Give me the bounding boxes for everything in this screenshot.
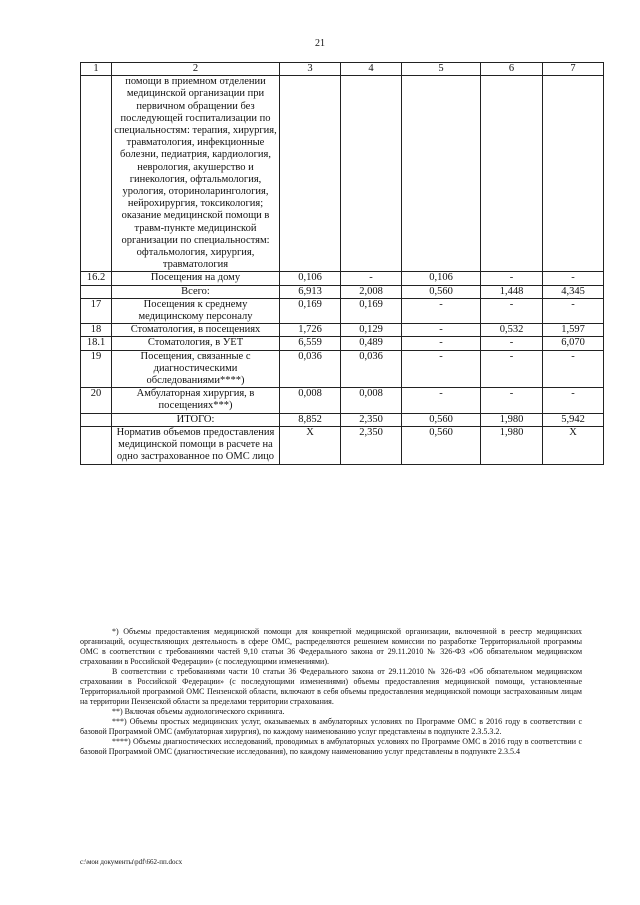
row-value: - [481, 337, 543, 350]
footnote: ***) Объемы простых медицинских услуг, оказываемых в амбулаторных условиях по Программе ОМС в 2016 году в соответствии с базовой Программой ОМС (амбулаторная хирургия), по каждому наименованию услуг представлены в подпункте 2.3.5.3.2. [80, 717, 582, 736]
row-value: 0,036 [341, 350, 402, 388]
row-value: - [543, 298, 604, 323]
footnote: *) Объемы предоставления медицинской помощи для конкретной медицинской организации, включенной в реестр медицинских организаций, осуществляющих деятельность в сфере ОМС, распределяются решением комиссии по разработке Территориальной программы ОМС в соответствии с требованиями частей 9,10 статьи 36 Федерального закона от 29.11.2010 № 326-ФЗ «Об обязательном медицинском страховании в Российской Федерации» (с последующими изменениями). [80, 627, 582, 666]
row-name: Стоматология, в УЕТ [112, 337, 280, 350]
row-value: - [402, 350, 481, 388]
row-value: 0,106 [402, 272, 481, 285]
row-value: 1,448 [481, 285, 543, 298]
row-name: ИТОГО: [112, 413, 280, 426]
volumes-table [80, 62, 604, 465]
page-number: 21 [315, 38, 325, 49]
row-value: X [543, 426, 604, 464]
table-row [81, 426, 604, 464]
row-value: 1,726 [280, 324, 341, 337]
row-value: - [481, 298, 543, 323]
table-row [81, 298, 604, 323]
row-value: - [341, 272, 402, 285]
row-value: - [543, 272, 604, 285]
row-number: 20 [81, 388, 112, 413]
row-value: 0,532 [481, 324, 543, 337]
row-value: 0,169 [280, 298, 341, 323]
row-value: 0,560 [402, 413, 481, 426]
table-row [81, 285, 604, 298]
row-number: 18.1 [81, 337, 112, 350]
row-value: 4,345 [543, 285, 604, 298]
header-cell-2: 2 [112, 63, 280, 76]
row-value: - [402, 337, 481, 350]
table-row [81, 388, 604, 413]
row-value: 2,350 [341, 413, 402, 426]
row-value: 1,597 [543, 324, 604, 337]
row-value: 6,070 [543, 337, 604, 350]
header-cell-1: 1 [81, 63, 112, 76]
row-name: Посещения к среднему медицинскому персоналу [112, 298, 280, 323]
row-name: Всего: [112, 285, 280, 298]
row-value: - [481, 350, 543, 388]
row-value: 0,489 [341, 337, 402, 350]
row-value: - [402, 324, 481, 337]
row-number: 16.2 [81, 272, 112, 285]
header-cell-6: 6 [481, 63, 543, 76]
row-value: 6,559 [280, 337, 341, 350]
row-value: 0,106 [280, 272, 341, 285]
row-value: - [481, 272, 543, 285]
row-name: Посещения на дому [112, 272, 280, 285]
row-number [81, 426, 112, 464]
row-value: 6,913 [280, 285, 341, 298]
row-value: 0,008 [280, 388, 341, 413]
table-row [81, 324, 604, 337]
row-value: 0,036 [280, 350, 341, 388]
footnote: **) Включая объемы аудиологического скрининга. [112, 707, 285, 716]
row-value: - [402, 298, 481, 323]
row-value: 2,008 [341, 285, 402, 298]
row-number: 17 [81, 298, 112, 323]
row-value: 2,350 [341, 426, 402, 464]
row-value: 8,852 [280, 413, 341, 426]
table-row [81, 350, 604, 388]
header-row [81, 63, 604, 76]
continued-text-cell: помощи в приемном отделении медицинской организации при первичном обращении без последующей госпитализации по специальностям: терапия, хирургия, травматология, инфекционные болезни, педиатрия, кардиология, неврология, акушерство и гинекология, офтальмология, урология, оториноларингология, нейрохирургия, токсикология; оказание медицинской помощи в травм-пункте медицинской организации по специальностям: офтальмология, хирургия, травматология [112, 76, 280, 272]
footnotes [80, 627, 582, 757]
row-value: 5,942 [543, 413, 604, 426]
row-number [81, 285, 112, 298]
header-cell-7: 7 [543, 63, 604, 76]
row-value: 0,560 [402, 285, 481, 298]
file-path-footer: c:\мои документы\pdf\662-пп.docx [80, 858, 183, 866]
row-value: 1,980 [481, 426, 543, 464]
table-row [81, 272, 604, 285]
header-cell-5: 5 [402, 63, 481, 76]
row-number: 19 [81, 350, 112, 388]
row-value: 1,980 [481, 413, 543, 426]
row-value: - [402, 388, 481, 413]
row-value: X [280, 426, 341, 464]
table-row-continued [81, 76, 604, 272]
row-value: 0,169 [341, 298, 402, 323]
row-name: Стоматология, в посещениях [112, 324, 280, 337]
row-value: - [543, 388, 604, 413]
row-value: 0,008 [341, 388, 402, 413]
row-number: 18 [81, 324, 112, 337]
footnote: В соответствии с требованиями части 10 статьи 36 Федерального закона от 29.11.2010 № 326-ФЗ «Об обязательном медицинском страховании в Российской Федерации» (с последующими изменениями) объемы предоставления медицинской помощи, установленные Территориальной программой ОМС Пензенской области, включают в себя объемы предоставления медицинской помощи застрахованным лицам на территории Пензенской области за пределами территории страхования. [80, 667, 582, 706]
row-name: Норматив объемов предоставления медицинской помощи в расчете на одно застрахованное по ОМС лицо [112, 426, 280, 464]
row-name: Амбулаторная хирургия, в посещениях***) [112, 388, 280, 413]
row-value: 0,560 [402, 426, 481, 464]
row-value: - [543, 350, 604, 388]
row-value: 0,129 [341, 324, 402, 337]
footnote: ****) Объемы диагностических исследований, проводимых в амбулаторных условиях по Программе ОМС в 2016 году в соответствии с базовой Программой ОМС (диагностические исследования), по каждому наименованию услуг представлены в подпункте 2.3.5.4 [80, 737, 582, 756]
header-cell-4: 4 [341, 63, 402, 76]
row-name: Посещения, связанные с диагностическими обследованиями****) [112, 350, 280, 388]
header-cell-3: 3 [280, 63, 341, 76]
row-value: - [481, 388, 543, 413]
table-row [81, 337, 604, 350]
table-row [81, 413, 604, 426]
row-number [81, 413, 112, 426]
